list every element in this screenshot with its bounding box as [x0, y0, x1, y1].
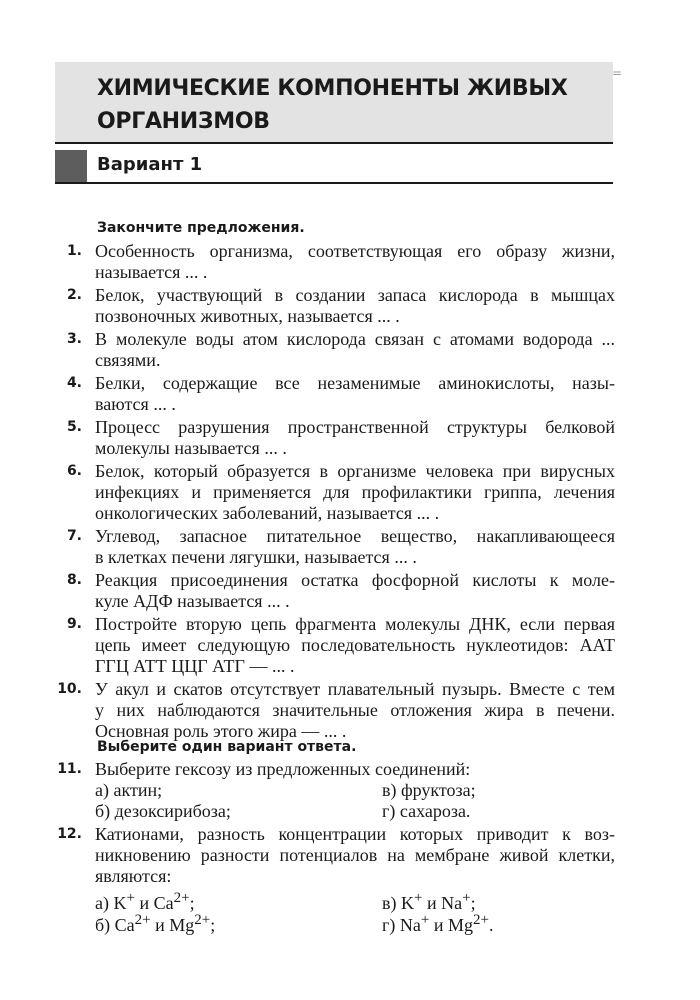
question-text — [95, 679, 615, 742]
question-text — [95, 824, 615, 887]
question-text — [95, 570, 615, 612]
question-line: молекулы называется ... . — [95, 438, 287, 458]
question-number: 5. — [66, 419, 82, 435]
question-number: 10. — [57, 681, 82, 697]
question-line: являются: — [95, 866, 172, 886]
question-number: 6. — [66, 463, 82, 479]
question-line: никновению разности потенциалов на мембране живой клетки, — [95, 845, 615, 865]
option-text: в) K — [382, 893, 414, 913]
question-line: инфекциях и применяется для профилактики гриппа, лечения — [95, 482, 615, 502]
option-text: и Mg — [429, 915, 473, 935]
option-superscript: + — [420, 912, 430, 928]
option-text: и Na — [422, 893, 463, 913]
option-text: а) K — [95, 893, 127, 913]
question-text — [95, 614, 615, 677]
question-line: У акул и скатов отсутствует плавательный пузырь. Вместе с тем — [95, 679, 615, 699]
option-text: г) Na — [382, 915, 421, 935]
variant-title: Вариант 1 — [97, 154, 203, 175]
question-line: Углевод, запасное питательное вещество, накапливающееся — [95, 526, 615, 546]
option-text: б) Ca — [95, 915, 135, 935]
question-text — [95, 461, 615, 524]
question-line: ГГЦ АТТ ЦЦГ АТГ — ... . — [95, 656, 295, 676]
question-line: Белок, участвующий в создании запаса кислорода в мышцах — [95, 285, 615, 305]
question-line: цепь имеет следующую последовательность нуклеотидов: ААТ — [95, 635, 615, 655]
option-text: и Mg — [150, 915, 195, 935]
option-superscript: + — [414, 890, 423, 906]
question-line: Процесс разрушения пространственной структуры белковой — [95, 417, 615, 437]
question-line: у них наблюдаются значительные отложения жира в печени. — [95, 700, 615, 720]
page-title — [97, 72, 597, 138]
option-text: ; — [210, 915, 216, 935]
question-text — [95, 329, 615, 371]
option-superscript: 2+ — [134, 912, 151, 928]
question-line: Особенность организма, соответствующая его образу жизни, — [95, 241, 615, 261]
answer-option-b[interactable] — [95, 910, 215, 936]
page-title-line-2: ОРГАНИЗМОВ — [97, 109, 270, 134]
question-line: Основная роль этого жира — ... . — [95, 721, 347, 741]
question-number: 4. — [66, 375, 82, 391]
option-superscript: + — [126, 890, 135, 906]
option-text: ; — [470, 893, 476, 913]
question-text — [95, 241, 615, 283]
answer-option-v[interactable]: в) фруктоза; — [382, 780, 476, 800]
question-number: 7. — [66, 528, 82, 544]
page-title-line-1: ХИМИЧЕСКИЕ КОМПОНЕНТЫ ЖИВЫХ — [97, 76, 568, 101]
question-number: 2. — [66, 287, 82, 303]
question-number: 3. — [66, 331, 82, 347]
question-number: 12. — [57, 826, 82, 842]
option-superscript: + — [462, 890, 471, 906]
option-superscript: 2+ — [173, 890, 190, 906]
question-line: В молекуле воды атом кислорода связан с атомами водорода ... — [95, 329, 615, 349]
question-text — [95, 759, 615, 780]
question-line: ваются ... . — [95, 394, 176, 414]
question-line: связями. — [95, 350, 161, 370]
answer-option-b[interactable]: б) дезоксирибоза; — [95, 801, 231, 821]
question-line: куле АДФ называется ... . — [95, 591, 290, 611]
answer-option-g[interactable]: г) сахароза. — [382, 801, 471, 821]
question-line: называется ... . — [95, 262, 208, 282]
question-line: Выберите гексозу из предложенных соединений: — [95, 759, 471, 779]
title-band — [55, 62, 613, 144]
page-edge-mark: = — [612, 66, 623, 80]
question-text — [95, 373, 615, 415]
question-line: Белок, который образуется в организме человека при вирусных — [95, 461, 615, 481]
question-text — [95, 285, 615, 327]
option-superscript: 2+ — [472, 912, 489, 928]
option-text: ; — [189, 893, 195, 913]
question-number: 8. — [66, 572, 82, 588]
title-rule — [55, 142, 613, 144]
variant-bar — [55, 150, 613, 183]
question-line: Реакция присоединения остатка фосфорной кислоты к моле- — [95, 570, 615, 590]
option-text: . — [488, 915, 494, 935]
question-line: Постройте вторую цепь фрагмента молекулы ДНК, если первая — [95, 614, 615, 634]
variant-rule — [55, 182, 613, 184]
question-text — [95, 526, 615, 568]
answer-option-g[interactable] — [382, 910, 493, 936]
variant-marker — [55, 150, 87, 183]
option-superscript: 2+ — [194, 912, 211, 928]
section-heading-choose: Выберите один вариант ответа. — [97, 739, 357, 755]
question-text — [95, 417, 615, 459]
question-number: 9. — [66, 616, 82, 632]
question-line: Катионами, разность концентрации которых приводит к воз- — [95, 824, 615, 844]
answer-option-a[interactable]: а) актин; — [95, 780, 163, 800]
question-line: Белки, содержащие все незаменимые аминокислоты, назы- — [95, 373, 615, 393]
section-heading-complete: Закончите предложения. — [97, 220, 305, 236]
question-line: в клетках печени лягушки, называется ... . — [95, 547, 417, 567]
option-text: и Ca — [134, 893, 174, 913]
question-line: онкологических заболеваний, называется ... . — [95, 503, 440, 523]
question-number: 11. — [57, 761, 82, 777]
question-line: позвоночных животных, называется ... . — [95, 306, 400, 326]
question-number: 1. — [66, 243, 82, 259]
